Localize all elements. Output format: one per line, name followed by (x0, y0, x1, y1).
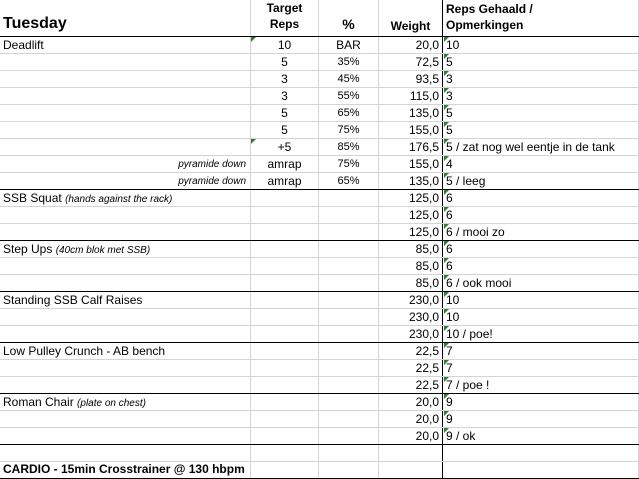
weight-cell[interactable]: 230,0 (408, 310, 439, 324)
comment-indicator-icon[interactable] (251, 139, 256, 144)
row-line (0, 376, 639, 377)
result-cell[interactable]: 10 / poe! (446, 327, 493, 341)
row-line (0, 223, 639, 224)
comment-indicator-icon[interactable] (444, 377, 449, 382)
comment-indicator-icon[interactable] (444, 394, 449, 399)
exercise-title: Roman Chair (3, 395, 74, 409)
percent-cell[interactable]: 85% (337, 141, 360, 153)
comment-indicator-icon[interactable] (444, 275, 449, 280)
target-reps-cell[interactable]: 5 (281, 106, 288, 120)
weight-cell[interactable]: 20,0 (415, 412, 439, 426)
result-cell[interactable]: 7 / poe ! (446, 378, 490, 392)
comment-indicator-icon[interactable] (444, 241, 449, 246)
comment-indicator-icon[interactable] (444, 411, 449, 416)
header-notes[interactable]: Reps Gehaald / Opmerkingen (446, 2, 533, 32)
target-reps-cell[interactable]: amrap (267, 157, 302, 171)
weight-cell[interactable]: 93,5 (415, 72, 439, 86)
weight-cell[interactable]: 135,0 (408, 106, 439, 120)
comment-indicator-icon[interactable] (444, 428, 449, 433)
exercise-name-roman-chair[interactable] (3, 394, 146, 411)
result-cell[interactable]: 5 (446, 55, 453, 69)
weight-cell[interactable]: 230,0 (408, 293, 439, 307)
result-cell[interactable]: 10 (446, 310, 460, 324)
comment-indicator-icon[interactable] (444, 88, 449, 93)
exercise-name-ssb-squat[interactable] (3, 190, 172, 207)
header-target-reps[interactable]: Target Reps (266, 1, 303, 31)
comment-indicator-icon[interactable] (444, 292, 449, 297)
weight-cell[interactable]: 115,0 (409, 89, 439, 103)
comment-indicator-icon[interactable] (444, 173, 449, 178)
result-cell[interactable]: 10 (446, 38, 460, 52)
comment-indicator-icon[interactable] (444, 207, 449, 212)
percent-cell[interactable]: 65% (337, 107, 360, 119)
result-cell[interactable]: 3 (446, 89, 453, 103)
set-note-cell[interactable]: pyramide down (178, 159, 246, 170)
exercise-name-step-ups[interactable] (3, 241, 150, 258)
percent-cell[interactable]: 75% (337, 158, 360, 170)
result-cell[interactable]: 5 (446, 123, 453, 137)
result-cell[interactable]: 6 (446, 259, 453, 273)
target-reps-cell[interactable]: +5 (277, 140, 292, 154)
target-reps-cell[interactable]: 10 (277, 38, 292, 52)
weight-cell[interactable]: 85,0 (415, 276, 439, 290)
comment-indicator-icon[interactable] (444, 224, 449, 229)
comment-indicator-icon[interactable] (444, 343, 449, 348)
result-cell[interactable]: 9 (446, 412, 453, 426)
comment-indicator-icon[interactable] (444, 122, 449, 127)
exercise-name-deadlift[interactable]: Deadlift (3, 38, 44, 52)
row-line (0, 427, 639, 428)
comment-indicator-icon[interactable] (444, 190, 449, 195)
percent-cell[interactable]: 55% (337, 90, 360, 102)
comment-indicator-icon[interactable] (444, 156, 449, 161)
weight-cell[interactable]: 125,0 (408, 191, 439, 205)
weight-cell[interactable]: 85,0 (415, 242, 439, 256)
percent-cell[interactable]: 35% (337, 56, 360, 68)
day-title[interactable]: Tuesday (3, 15, 67, 32)
percent-cell[interactable]: BAR (336, 38, 361, 52)
weight-cell[interactable]: 85,0 (415, 259, 439, 273)
weight-cell[interactable]: 72,5 (415, 55, 439, 69)
weight-cell[interactable]: 155,0 (408, 123, 439, 137)
exercise-name-crunch[interactable]: Low Pulley Crunch - AB bench (3, 344, 166, 358)
result-cell[interactable]: 5 (446, 106, 453, 120)
result-cell[interactable]: 6 (446, 208, 453, 222)
exercise-title: SSB Squat (3, 191, 62, 205)
cardio-row[interactable]: CARDIO - 15min Crosstrainer @ 130 hbpm (3, 462, 245, 476)
weight-cell[interactable]: 155,0 (408, 157, 439, 171)
exercise-subnote: (40cm blok met SSB) (55, 245, 151, 256)
weight-cell[interactable]: 135,0 (408, 174, 439, 188)
header-percent[interactable]: % (342, 16, 355, 32)
weight-cell[interactable]: 22,5 (415, 361, 439, 375)
row-line (0, 274, 639, 275)
percent-cell[interactable]: 45% (337, 73, 360, 85)
result-cell[interactable]: 5 / leeg (446, 174, 486, 188)
exercise-subnote: (hands against the rack) (65, 194, 173, 205)
result-cell[interactable]: 9 / ok (446, 429, 476, 443)
section-border (0, 444, 639, 445)
weight-cell[interactable]: 22,5 (415, 344, 439, 358)
comment-indicator-icon[interactable] (444, 37, 449, 42)
result-cell[interactable]: 5 / zat nog wel eentje in de tank (446, 140, 615, 154)
target-reps-cell[interactable]: 5 (281, 55, 288, 69)
comment-indicator-icon[interactable] (444, 71, 449, 76)
weight-cell[interactable]: 125,0 (408, 225, 439, 239)
result-cell[interactable]: 6 (446, 191, 453, 205)
result-cell[interactable]: 7 (446, 361, 453, 375)
exercise-subnote: (plate on chest) (77, 398, 146, 409)
weight-cell[interactable]: 20,0 (415, 38, 439, 52)
weight-cell[interactable]: 20,0 (415, 395, 439, 409)
weight-cell[interactable]: 125,0 (408, 208, 439, 222)
exercise-name-calf-raises[interactable]: Standing SSB Calf Raises (3, 293, 143, 307)
comment-indicator-icon[interactable] (444, 326, 449, 331)
weight-cell[interactable]: 230,0 (408, 327, 439, 341)
result-cell[interactable]: 6 / mooi zo (446, 225, 505, 239)
comment-indicator-icon[interactable] (444, 105, 449, 110)
header-weight[interactable]: Weight (390, 19, 431, 33)
percent-cell[interactable]: 75% (337, 124, 360, 136)
weight-cell[interactable]: 22,5 (415, 378, 439, 392)
result-cell[interactable]: 6 (446, 242, 453, 256)
target-reps-cell[interactable]: amrap (267, 174, 302, 188)
percent-cell[interactable]: 65% (337, 175, 360, 187)
row-line (0, 325, 639, 326)
result-cell[interactable]: 6 / ook mooi (446, 276, 512, 290)
comment-indicator-icon[interactable] (251, 37, 256, 42)
set-note-cell[interactable]: pyramide down (178, 176, 246, 187)
target-reps-cell[interactable]: 3 (281, 89, 288, 103)
weight-cell[interactable]: 176,5 (408, 140, 439, 154)
comment-indicator-icon[interactable] (444, 309, 449, 314)
comment-indicator-icon[interactable] (444, 139, 449, 144)
result-cell[interactable]: 3 (446, 72, 453, 86)
result-cell[interactable]: 4 (446, 157, 453, 171)
weight-cell[interactable]: 20,0 (415, 429, 439, 443)
exercise-title: Step Ups (3, 242, 53, 256)
result-cell[interactable]: 7 (446, 344, 453, 358)
result-cell[interactable]: 9 (446, 395, 453, 409)
target-reps-cell[interactable]: 3 (281, 72, 288, 86)
target-reps-cell[interactable]: 5 (281, 123, 288, 137)
comment-indicator-icon[interactable] (444, 258, 449, 263)
result-cell[interactable]: 10 (446, 293, 460, 307)
comment-indicator-icon[interactable] (444, 54, 449, 59)
comment-indicator-icon[interactable] (444, 360, 449, 365)
